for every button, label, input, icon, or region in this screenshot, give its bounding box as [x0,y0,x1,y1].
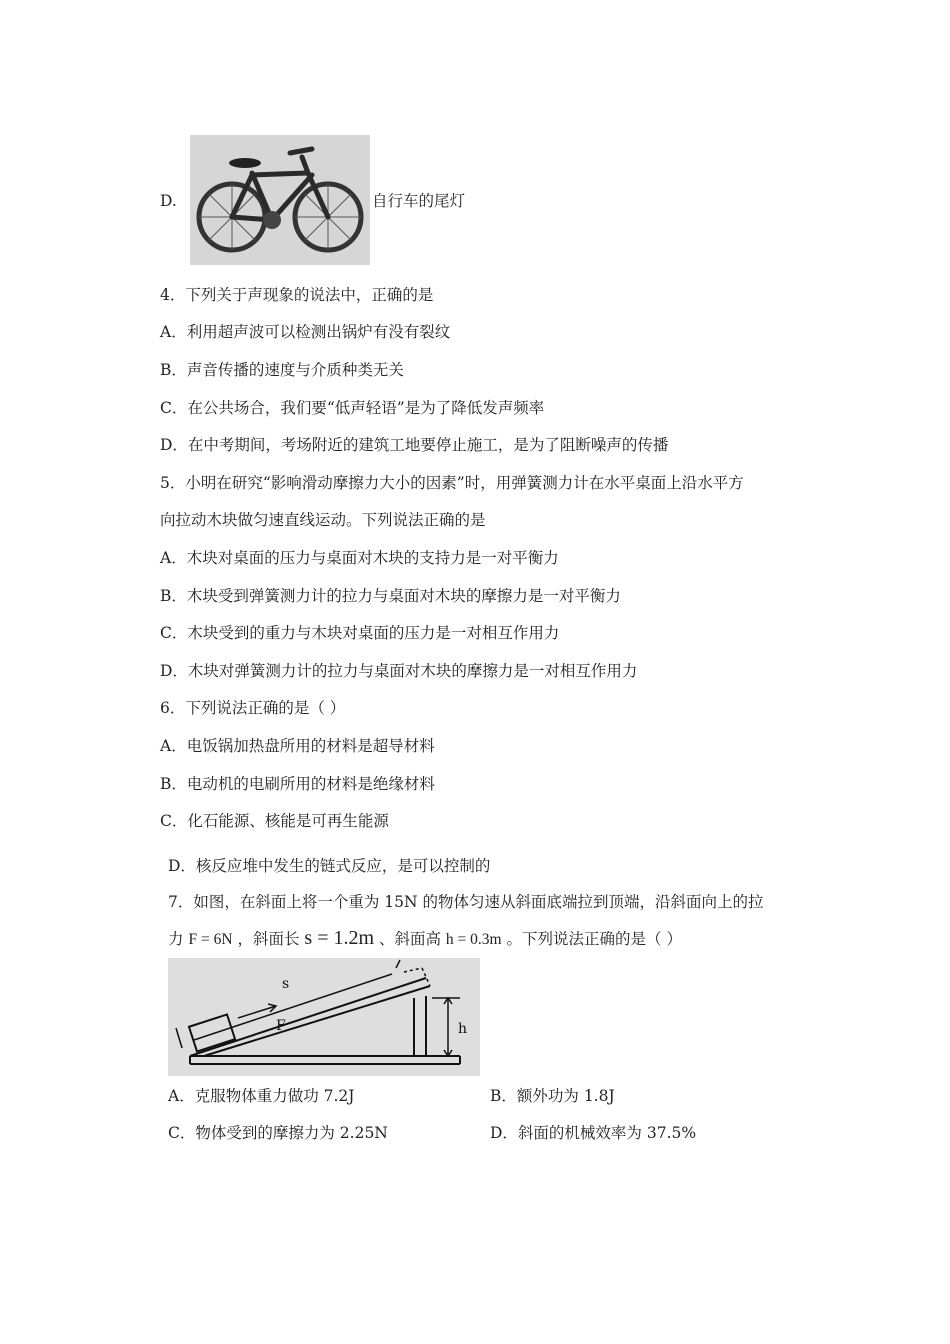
q6-stem: 6．下列说法正确的是（ ） [160,699,346,717]
q7-stem2-suffix: 。下列说法正确的是（ ） [506,930,682,948]
q7-option-d: D．斜面的机械效率为 37.5% [490,1124,697,1142]
q6-option-d: D．核反应堆中发生的链式反应，是可以控制的 [168,857,491,875]
q7-length-expr: s = 1.2m [304,927,375,949]
q4-stem: 4．下列关于声现象的说法中，正确的是 [160,286,434,304]
incline-label-s: s [282,976,290,992]
q3-option-d-caption: 自行车的尾灯 [372,192,466,210]
q7-option-c: C．物体受到的摩擦力为 2.25N [168,1124,388,1142]
q6-option-c: C．化石能源、核能是可再生能源 [160,812,389,830]
incline-label-f: F [276,1018,286,1034]
q5-option-b: B．木块受到弹簧测力计的拉力与桌面对木块的摩擦力是一对平衡力 [160,587,621,605]
bicycle-image [190,135,370,265]
q7-stem2-mid2: 、斜面高 [378,930,441,948]
q5-stem-line2: 向拉动木块做匀速直线运动。下列说法正确的是 [160,511,486,529]
q5-option-a: A．木块对桌面的压力与桌面对木块的支持力是一对平衡力 [160,549,559,567]
q5-stem-line1: 5．小明在研究“影响滑动摩擦力大小的因素”时，用弹簧测力计在水平桌面上沿水平方 [160,474,744,492]
q5-option-d: D．木块对弹簧测力计的拉力与桌面对木块的摩擦力是一对相互作用力 [160,662,638,680]
q7-stem-line1: 7．如图，在斜面上将一个重为 15N 的物体匀速从斜面底端拉到顶端，沿斜面向上的拉 [168,893,764,911]
incline-label-h: h [458,1021,468,1037]
q4-option-c: C．在公共场合，我们要“低声轻语”是为了降低发声频率 [160,399,545,417]
bicycle-icon [190,135,370,265]
q7-option-b: B．额外功为 1.8J [490,1087,615,1105]
q7-force-expr: F = 6N [188,931,233,948]
q3-option-d-label: D. [160,192,177,210]
q4-option-a: A．利用超声波可以检测出锅炉有没有裂纹 [160,323,451,341]
q7-option-a: A．克服物体重力做功 7.2J [168,1087,355,1105]
q6-option-a: A．电饭锅加热盘所用的材料是超导材料 [160,737,435,755]
incline-figure [168,958,480,1076]
q6-option-b: B．电动机的电刷所用的材料是绝缘材料 [160,775,435,793]
q7-height-expr: h = 0.3m [445,931,502,948]
q7-stem-line2 [168,928,682,950]
q7-stem2-prefix: 力 [168,930,184,948]
q4-option-b: B．声音传播的速度与介质种类无关 [160,361,404,379]
q5-option-c: C．木块受到的重力与木块对桌面的压力是一对相互作用力 [160,624,560,642]
q4-option-d: D．在中考期间，考场附近的建筑工地要停止施工，是为了阻断噪声的传播 [160,436,669,454]
q7-stem2-mid1: ，斜面长 [237,930,300,948]
